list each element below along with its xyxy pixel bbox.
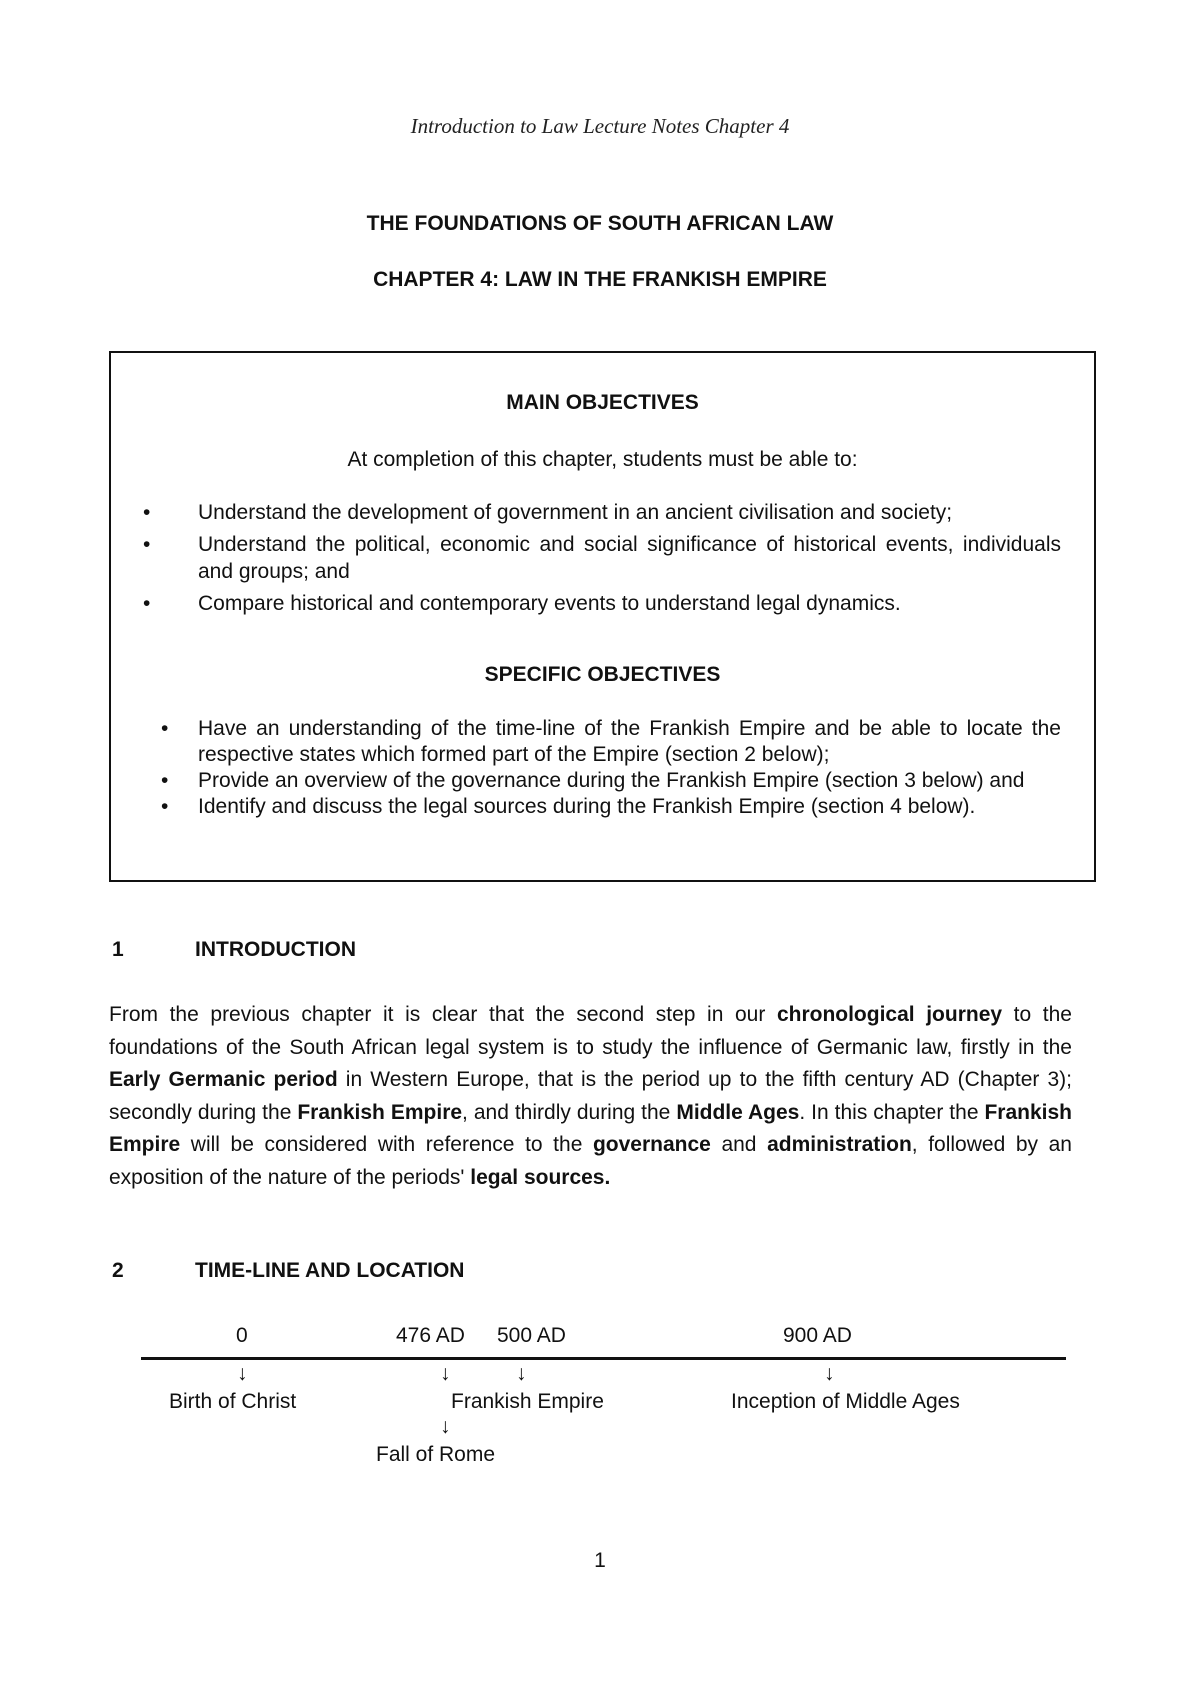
list-item bbox=[161, 716, 1061, 768]
running-header: Introduction to Law Lecture Notes Chapter 4 bbox=[410, 114, 790, 138]
bullet-icon: • bbox=[143, 592, 151, 615]
down-arrow-icon: ↓ bbox=[824, 1362, 835, 1385]
objectives-intro: At completion of this chapter, students must be able to: bbox=[347, 448, 858, 471]
list-item bbox=[161, 768, 1061, 794]
timeline-event: Birth of Christ bbox=[169, 1390, 297, 1413]
paragraph-text: to the foundations of the South African legal system is to study the influence of Germanic law, firstly in the bbox=[109, 1003, 1072, 1059]
objective-text: Identify and discuss the legal sources during the Frankish Empire (section 4 below). bbox=[198, 795, 976, 818]
timeline-date: 0 bbox=[236, 1324, 248, 1347]
section-number: 2 bbox=[112, 1259, 124, 1282]
chapter-title: CHAPTER 4: LAW IN THE FRANKISH EMPIRE bbox=[373, 268, 827, 291]
emphasis-text: administration bbox=[767, 1133, 912, 1156]
section-title: TIME-LINE AND LOCATION bbox=[195, 1259, 465, 1282]
objectives-box bbox=[109, 351, 1096, 882]
emphasis-text: Frankish Empire bbox=[297, 1100, 463, 1124]
timeline-event: Frankish Empire bbox=[451, 1390, 604, 1413]
emphasis-text: Frankish Empire bbox=[109, 1100, 1072, 1156]
objective-text: Understand the political, economic and social significance of historical events, individuals and groups; and bbox=[198, 533, 1061, 583]
paragraph-text: will be considered with reference to the bbox=[180, 1133, 593, 1156]
timeline-date: 476 AD bbox=[396, 1324, 465, 1347]
timeline-axis-line bbox=[141, 1357, 1066, 1360]
paragraph-text: and bbox=[710, 1133, 768, 1156]
document-title: THE FOUNDATIONS OF SOUTH AFRICAN LAW bbox=[366, 212, 834, 235]
down-arrow-icon: ↓ bbox=[440, 1415, 451, 1438]
paragraph-text: in Western Europe, that is the period up to the fifth century AD (Chapter 3); secondly during the bbox=[109, 1068, 1072, 1124]
timeline-date: 900 AD bbox=[783, 1324, 852, 1347]
bullet-icon: • bbox=[143, 533, 151, 556]
bullet-icon: • bbox=[161, 717, 169, 740]
down-arrow-icon: ↓ bbox=[516, 1362, 527, 1385]
objective-text: Have an understanding of the time-line of the Frankish Empire and be able to locate the respective states which formed part of the Empire (section 2 below); bbox=[198, 717, 1061, 766]
bullet-icon: • bbox=[161, 769, 169, 792]
down-arrow-icon: ↓ bbox=[237, 1362, 248, 1385]
timeline-event: Inception of Middle Ages bbox=[731, 1390, 960, 1413]
paragraph-text: From the previous chapter it is clear that the second step in our bbox=[109, 1003, 777, 1026]
paragraph-text: , and thirdly during the bbox=[462, 1100, 677, 1124]
list-item bbox=[143, 499, 1061, 526]
main-objectives-heading: MAIN OBJECTIVES bbox=[506, 391, 699, 414]
section-title: INTRODUCTION bbox=[195, 938, 356, 961]
timeline-date: 500 AD bbox=[497, 1324, 566, 1347]
emphasis-text: Middle Ages bbox=[676, 1100, 800, 1124]
main-objectives-list bbox=[143, 499, 1061, 622]
bullet-icon: • bbox=[161, 795, 169, 818]
down-arrow-icon: ↓ bbox=[440, 1362, 451, 1385]
timeline-event: Fall of Rome bbox=[376, 1443, 496, 1466]
emphasis-text: Early Germanic period bbox=[109, 1068, 338, 1091]
list-item bbox=[143, 590, 1061, 617]
paragraph-text: , followed by an exposition of the nature of the periods' bbox=[109, 1133, 1072, 1189]
emphasis-text: governance bbox=[592, 1133, 711, 1156]
objective-text: Provide an overview of the governance during the Frankish Empire (section 3 below) and bbox=[198, 769, 1025, 792]
specific-objectives-heading: SPECIFIC OBJECTIVES bbox=[484, 663, 721, 686]
section-number: 1 bbox=[112, 938, 124, 961]
objective-text: Understand the development of government in an ancient civilisation and society; bbox=[198, 501, 953, 524]
list-item bbox=[161, 794, 1061, 820]
bullet-icon: • bbox=[143, 501, 151, 524]
paragraph-text: . In this chapter the bbox=[799, 1100, 985, 1124]
emphasis-text: legal sources. bbox=[470, 1165, 611, 1189]
emphasis-text: chronological journey bbox=[776, 1003, 1003, 1026]
specific-objectives-list bbox=[161, 716, 1061, 820]
objective-text: Compare historical and contemporary events to understand legal dynamics. bbox=[198, 592, 901, 615]
page-number: 1 bbox=[594, 1549, 606, 1572]
introduction-paragraph bbox=[109, 999, 1072, 1194]
list-item bbox=[143, 531, 1061, 585]
